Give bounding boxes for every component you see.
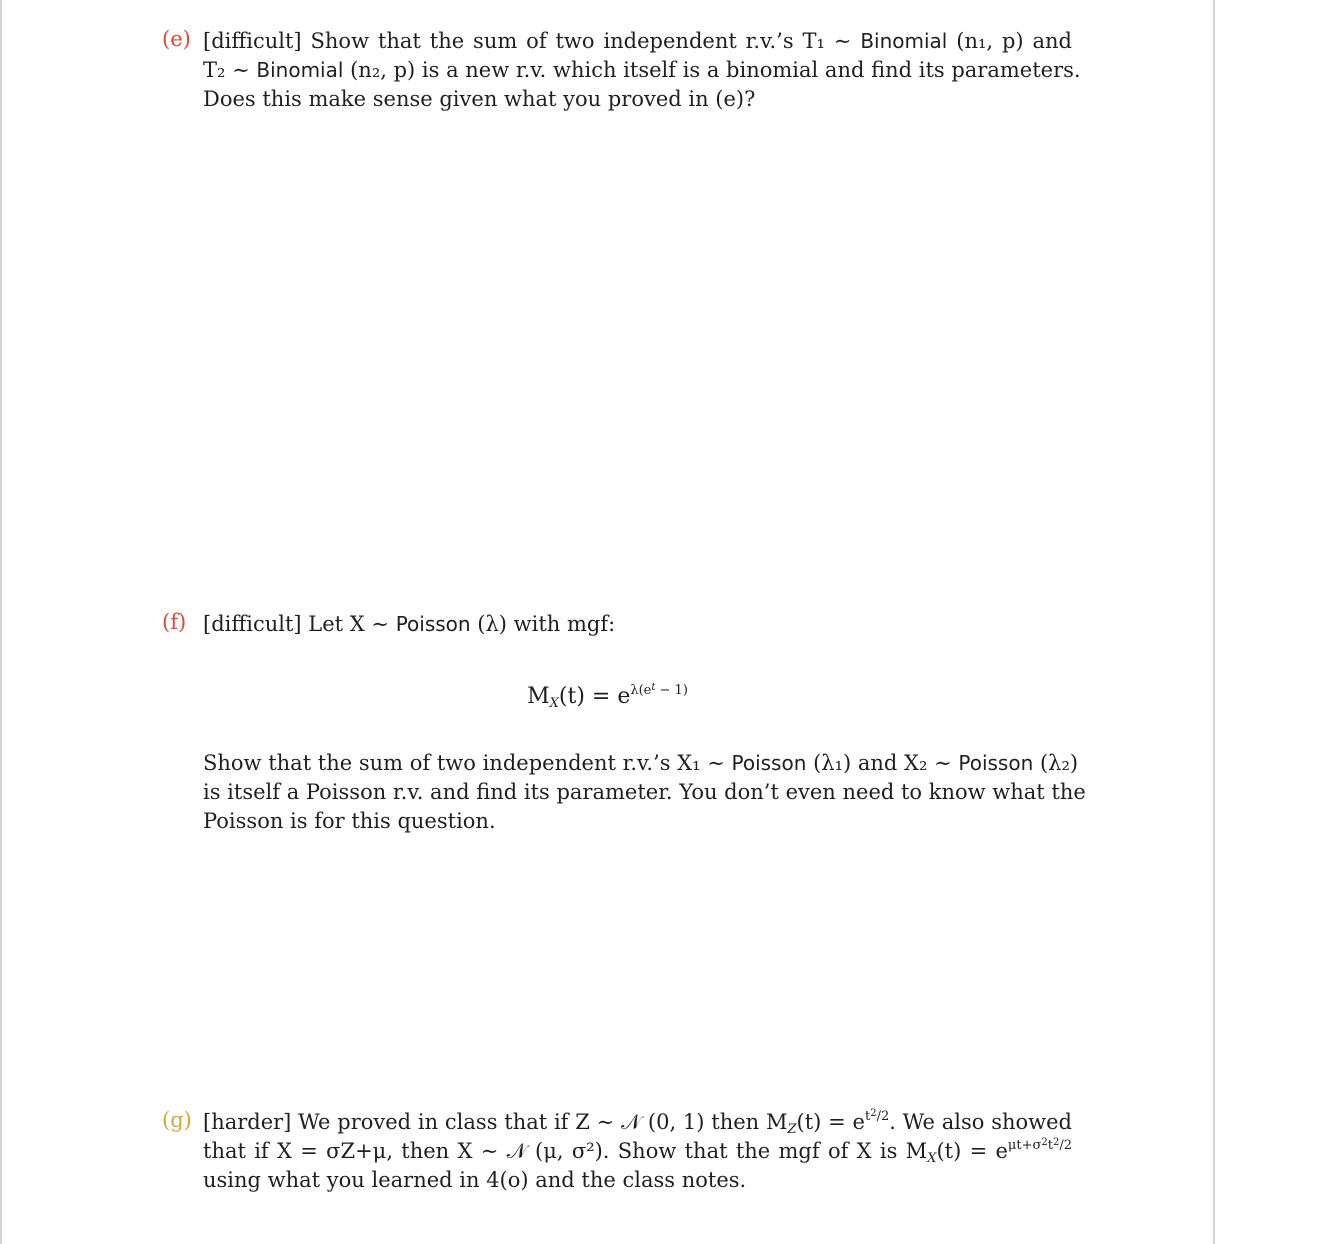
part-e-label: (e) <box>162 27 191 51</box>
part-f-line-2: Show that the sum of two independent r.v.’s X₁ ∼ Poisson (λ₁) and X₂ ∼ Poisson (λ₂) <box>203 751 1079 775</box>
part-f-mgf-equation: $M_X(t) = e^{\lambda(e^t - 1)}$ <box>527 682 688 711</box>
part-f-line-3: is itself a Poisson r.v. and find its parameter. You don’t even need to know what the <box>203 780 1086 804</box>
part-e-line-2: T₂ ∼ Binomial (n₂, p) is a new r.v. which itself is a binomial and find its parameters. <box>203 58 1081 82</box>
part-f-intro <box>203 610 1072 639</box>
part-g-line-1: [harder] We proved in class that if Z ∼ 𝒩 (0, 1) then $M_Z(t) = e^{t^2/2}$. We also showed <box>203 1108 1073 1137</box>
part-f-label: (f) <box>162 610 187 634</box>
part-g-label: (g) <box>162 1108 192 1132</box>
part-e-text <box>203 27 1081 114</box>
part-g-line-3: using what you learned in 4(o) and the class notes. <box>203 1168 747 1192</box>
part-g-line-2: that if X = σZ+μ, then X ∼ 𝒩 (μ, σ²). Show that the mgf of X is $M_X(t) = e^{\mu t+\sigma^2t^2/2}$ <box>203 1137 1073 1166</box>
part-e-line-3: Does this make sense given what you proved in (e)? <box>203 87 756 111</box>
part-f-line-1: [difficult] Let X ∼ Poisson (λ) with mgf: <box>203 612 616 636</box>
part-g-text <box>203 1108 1072 1195</box>
part-f-line-4: Poisson is for this question. <box>203 809 496 833</box>
part-e-line-1: [difficult] Show that the sum of two independent r.v.’s T₁ ∼ Binomial (n₁, p) and <box>203 29 1072 53</box>
part-f-text <box>203 749 1086 836</box>
